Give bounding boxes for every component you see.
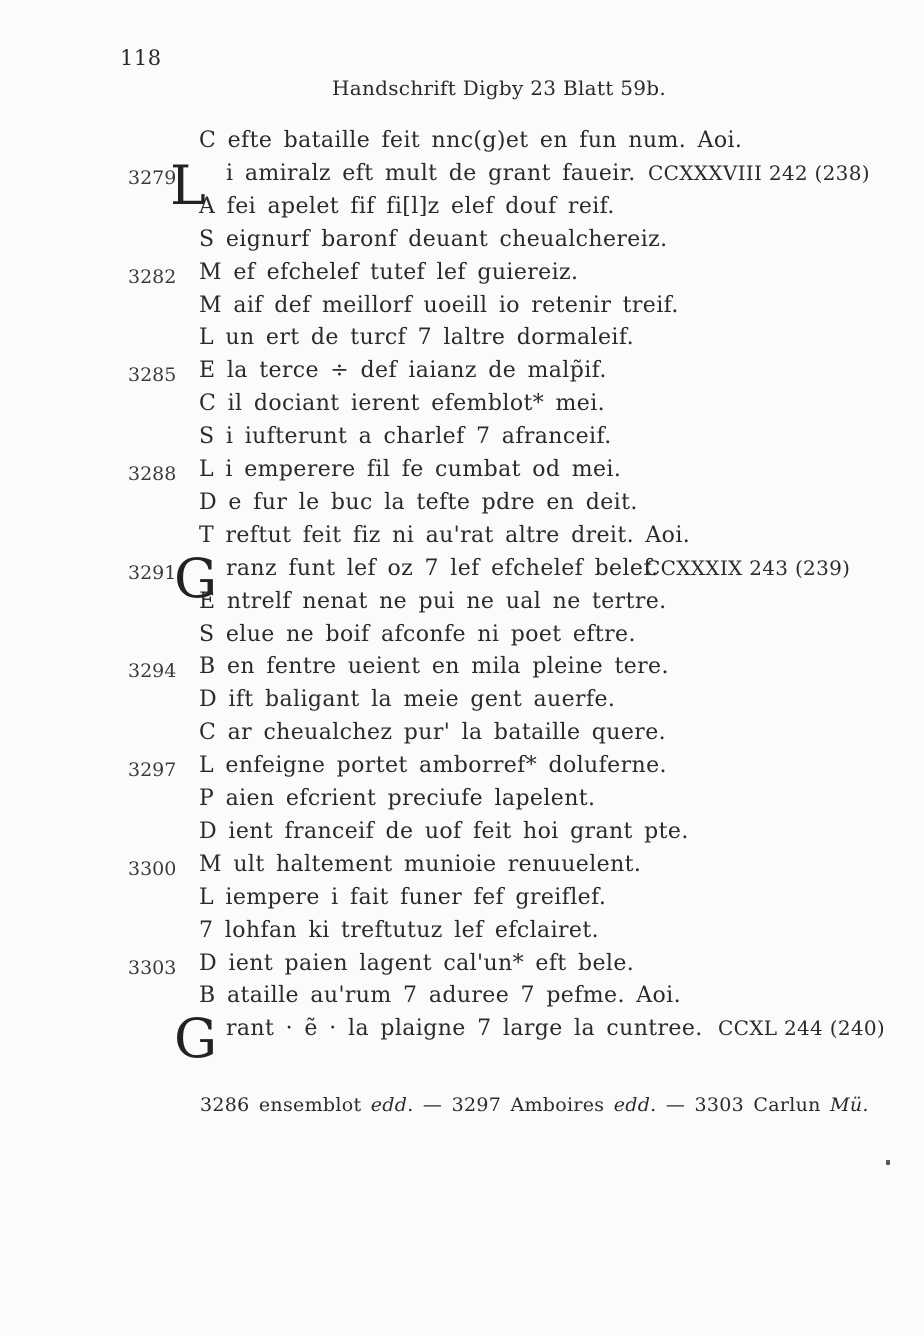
verse-line <box>0 457 924 491</box>
stanza-reference: CCXL 244 (240) <box>718 1016 885 1041</box>
verse-text: D ient franceif de uof feit hoi grant pte. <box>199 818 689 844</box>
verse-text: M aif def meillorf uoeill io retenir treif. <box>199 292 679 318</box>
verse-text: ranz funt lef oz 7 lef efchelef belef. <box>226 555 659 581</box>
verse-line <box>0 260 924 294</box>
verse-line <box>0 293 924 327</box>
line-number: 3279 <box>128 166 177 189</box>
verse-line <box>0 720 924 754</box>
verse-text: rant · ẽ · la plaigne 7 large la cuntree. <box>226 1016 703 1042</box>
stanza-reference: CCXXXVIII 242 (238) <box>648 160 870 185</box>
verse-line <box>0 983 924 1017</box>
verse-line <box>0 654 924 688</box>
footnotes <box>200 1094 869 1116</box>
verse-text: C efte bataille feit nnc(g)et en fun num. Aoi. <box>199 128 743 153</box>
verse-text: D e fur le buc la tefte pdre en deit. <box>199 489 638 515</box>
decorated-initial: G <box>174 1007 218 1071</box>
stanza-reference: CCXXXIX 243 (239) <box>645 555 851 580</box>
verse-line <box>0 786 924 820</box>
verse-text: B ataille au'rum 7 aduree 7 pefme. Aoi. <box>199 983 681 1009</box>
verse-text: 7 lohfan ki treftutuz lef efclairet. <box>199 917 599 943</box>
verse-line <box>0 490 924 524</box>
verse-line <box>0 325 924 359</box>
footnote-editor: edd. <box>370 1094 414 1116</box>
verse-text: M ult haltement munioie renuuelent. <box>199 851 642 877</box>
verse-line <box>0 885 924 919</box>
verse-line <box>0 424 924 458</box>
line-number: 3294 <box>128 660 177 683</box>
verse-line <box>0 589 924 623</box>
verse-text: S elue ne boif afconfe ni poet eftre. <box>199 621 636 647</box>
verse-text: P aien efcrient preciufe lapelent. <box>199 786 596 811</box>
decorated-initial: G <box>174 546 218 610</box>
footnote-editor: Mü. <box>830 1094 869 1116</box>
verse-line <box>0 1007 924 1071</box>
verse-text: L iempere i fait funer fef greiflef. <box>199 884 607 910</box>
decorated-initial: L <box>170 153 206 217</box>
verse-line <box>0 852 924 886</box>
verse-text: L un ert de turcf 7 laltre dormaleif. <box>199 325 634 351</box>
verse-text: M ef efchelef tutef lef guiereiz. <box>199 259 579 285</box>
verse-line <box>0 951 924 985</box>
verse-text: S i iufterunt a charlef 7 afranceif. <box>199 424 612 450</box>
line-number: 3297 <box>128 759 177 782</box>
verse-line <box>0 918 924 952</box>
verse-text: D ient paien lagent cal'un* eft bele. <box>199 950 635 976</box>
verse-text: B en fentre ueient en mila pleine tere. <box>199 654 669 680</box>
verse-text: C ar cheualchez pur' la bataille quere. <box>199 720 667 746</box>
line-number: 3282 <box>128 265 177 288</box>
footnote-separator: — <box>665 1094 686 1116</box>
verse-line <box>0 227 924 261</box>
footnote-editor: edd. <box>613 1094 657 1116</box>
footnote-separator: — <box>422 1094 443 1116</box>
line-number: 3291 <box>128 561 177 584</box>
verse-line <box>0 391 924 425</box>
verse-line <box>0 622 924 656</box>
footnote-text: 3286 ensemblot <box>200 1094 362 1116</box>
verse-text: A fei apelet fif fi[l]z elef douf reif. <box>199 193 615 219</box>
verse-text: C il dociant ierent efemblot* mei. <box>199 391 606 417</box>
verse-text: S eignurf baronf deuant cheualchereiz. <box>199 226 668 252</box>
verse-line <box>0 194 924 228</box>
verse-line <box>0 819 924 853</box>
verse-text: L i emperere fil fe cumbat od mei. <box>199 457 622 482</box>
verse-line <box>0 358 924 392</box>
verse-line <box>0 128 924 162</box>
line-number: 3288 <box>128 463 177 485</box>
line-number: 3300 <box>128 857 177 880</box>
footnote-text: 3303 Carlun <box>694 1094 821 1116</box>
footnote-text: 3297 Amboires <box>451 1094 605 1116</box>
line-number: 3285 <box>128 364 177 387</box>
verse-line <box>0 753 924 787</box>
verse-text: E la terce ÷ def iaianz de malp̃if. <box>199 358 607 384</box>
verse-text: L enfeigne portet amborref* doluferne. <box>199 753 667 779</box>
running-head: Handschrift Digby 23 Blatt 59b. <box>332 76 667 100</box>
verse-text: T reftut feit fiz ni au'rat altre dreit. Aoi. <box>199 522 691 548</box>
verse-line <box>0 523 924 557</box>
verse-text: E ntrelf nenat ne pui ne ual ne tertre. <box>199 588 667 614</box>
line-number: 3303 <box>128 956 177 979</box>
page-number: 118 <box>120 46 162 70</box>
verse-text: i amiralz eft mult de grant faueir. <box>226 160 636 186</box>
verse-line <box>0 687 924 721</box>
ink-speck <box>886 1160 890 1165</box>
verse-text: D ift baligant la meie gent auerfe. <box>199 687 616 713</box>
